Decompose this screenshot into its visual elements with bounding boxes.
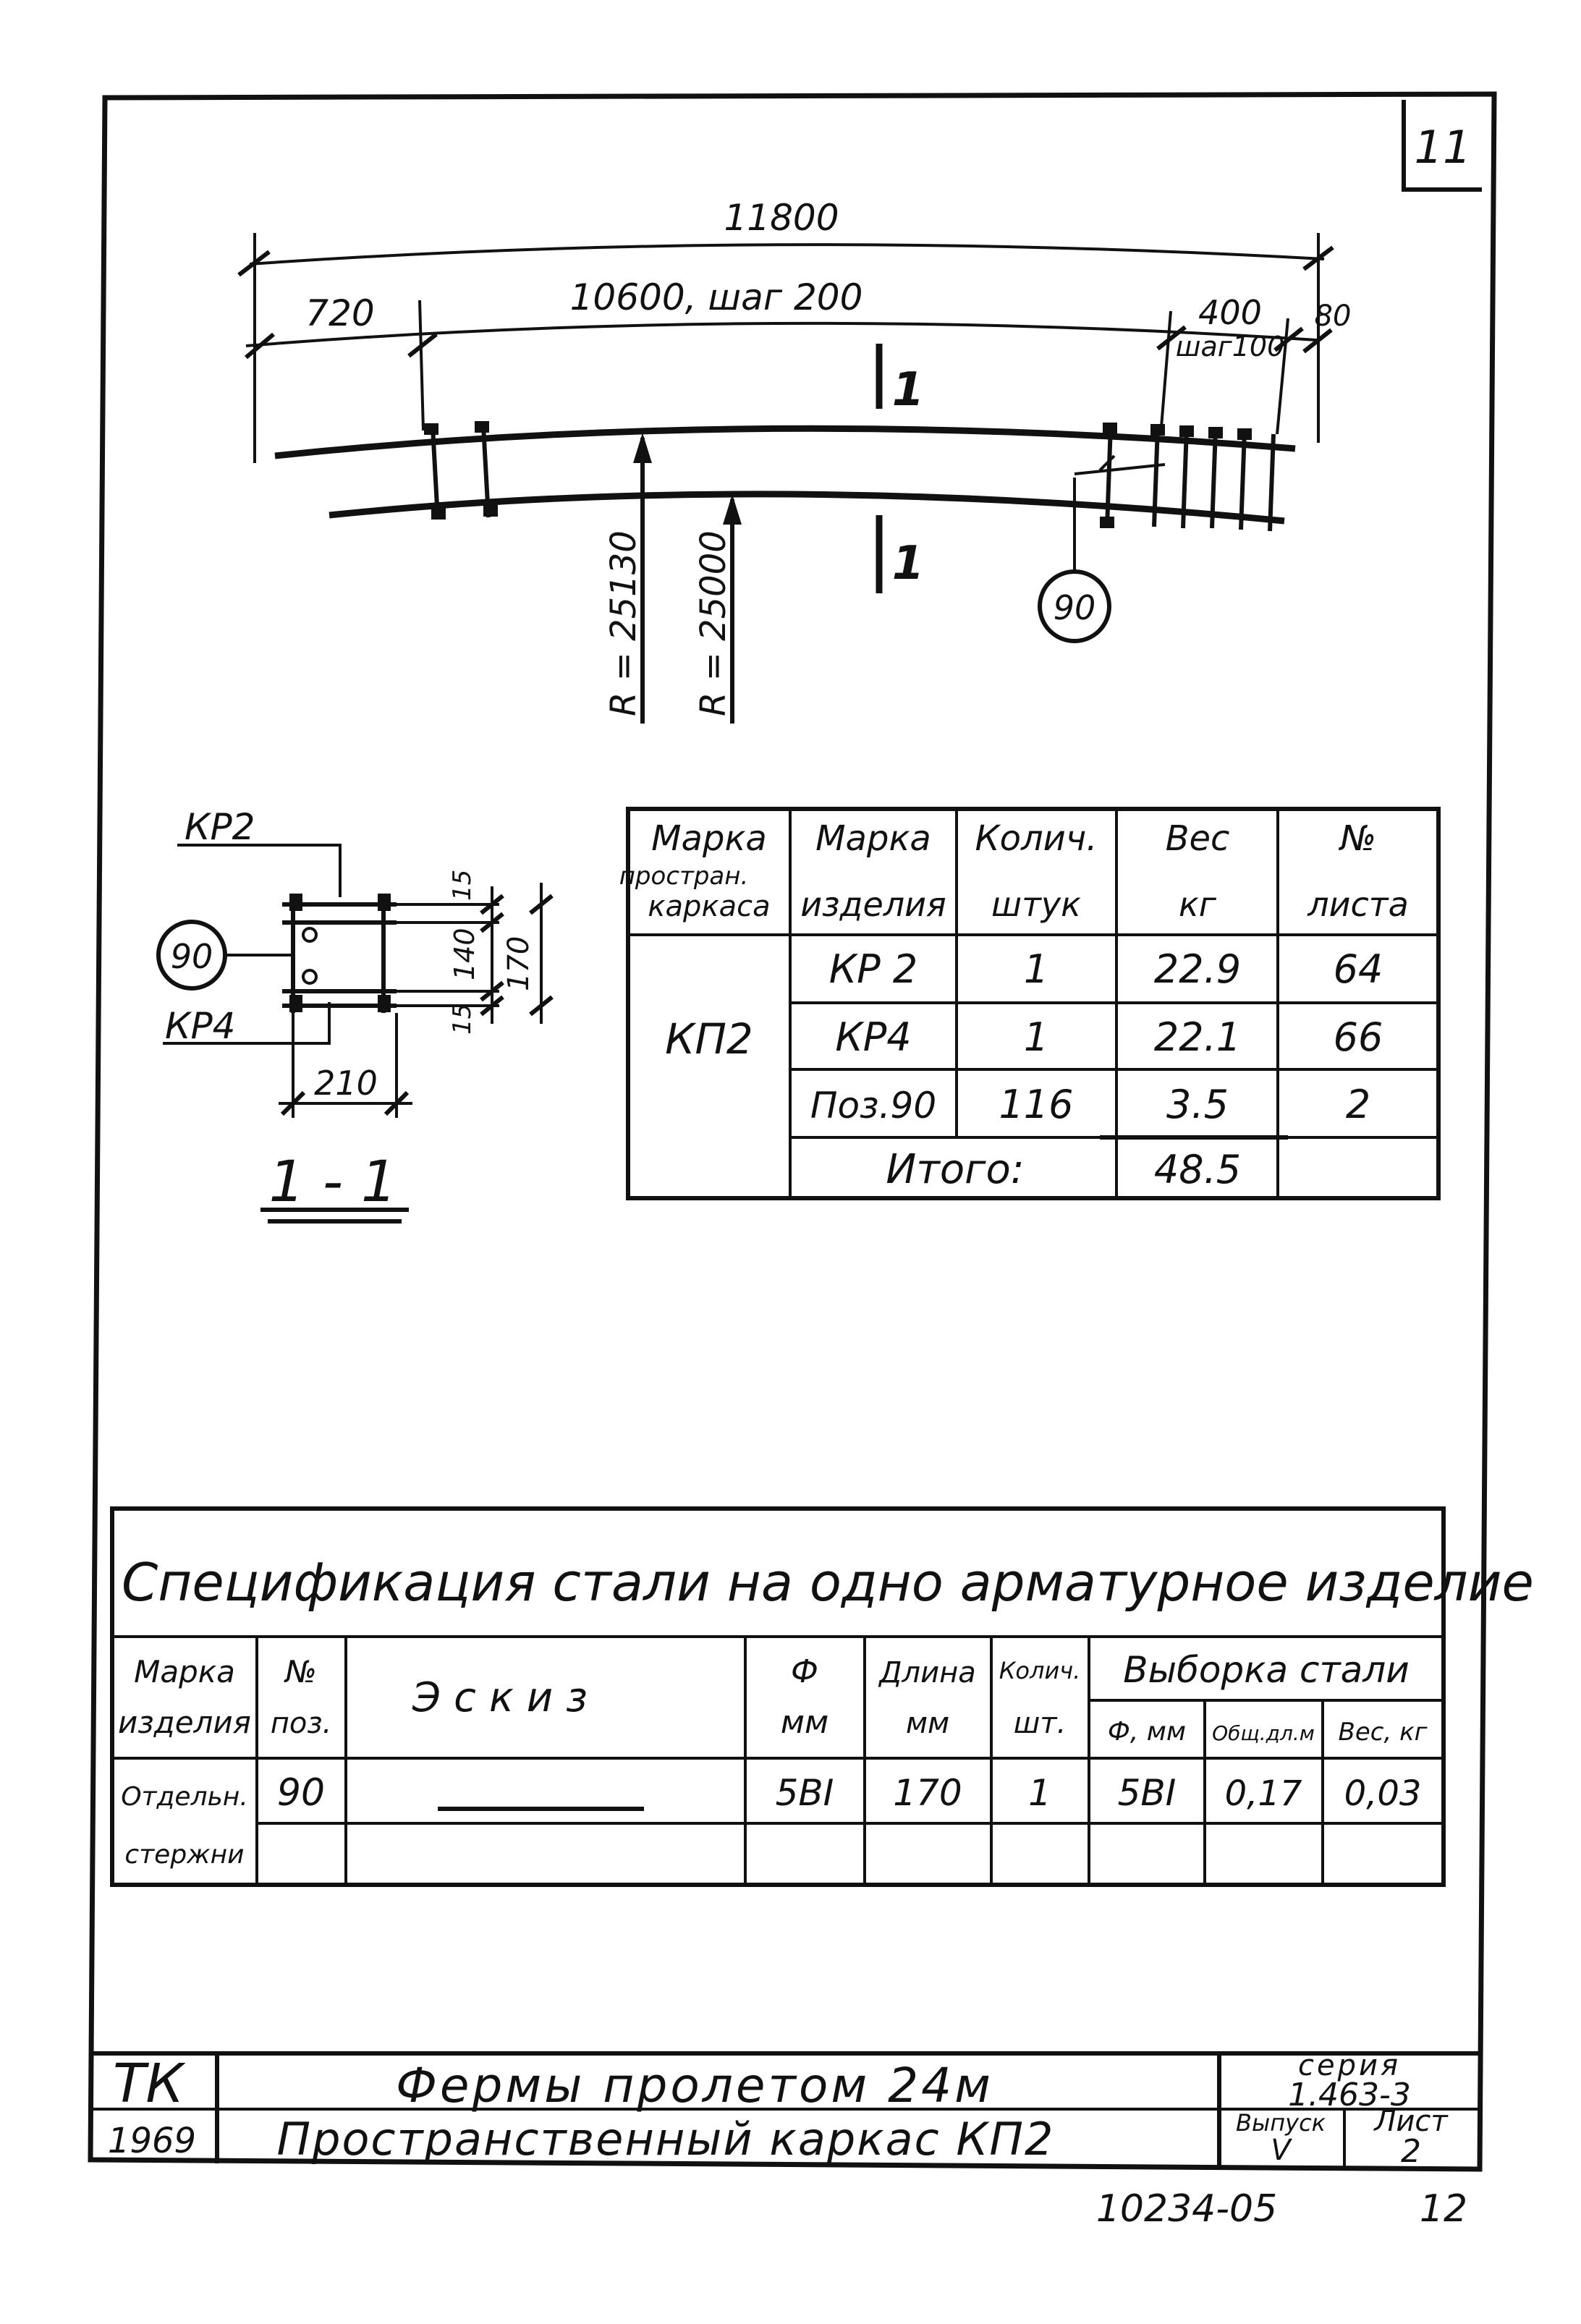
dim-left: 720 [305, 292, 375, 334]
frame-mark: КП2 [665, 1014, 753, 1064]
section-title: 1 - 1 [268, 1150, 397, 1215]
spec-hdr-sel-total: Общ.дл.м [1212, 1721, 1315, 1745]
row3-qty: 116 [999, 1082, 1074, 1127]
spec-hdr-length-1: Длина [879, 1656, 976, 1689]
dim-end: 80 [1314, 300, 1352, 333]
dim-right: 400 [1198, 293, 1262, 332]
corner-number-box [1404, 100, 1482, 190]
spec-hdr-pos-2: поз. [270, 1707, 332, 1740]
dim-140: 140 [449, 928, 480, 980]
section-label-top: КР2 [185, 806, 255, 848]
title-line-2: Пространственный каркас КП2 [276, 2113, 1055, 2166]
dim-15-bottom: 15 [448, 1003, 477, 1035]
hdr-mark-frame-2: простран. [619, 862, 749, 891]
spec-hdr-mark-2: изделия [118, 1705, 251, 1740]
sheet-frame [90, 94, 1494, 2169]
hdr-qty-1: Колич. [975, 818, 1098, 859]
spec-row-mark-2: стержни [124, 1840, 245, 1870]
spec-hdr-count-1: Колич. [999, 1657, 1081, 1684]
spec-hdr-sketch: Эскиз [412, 1674, 601, 1721]
sheet-label: Лист [1374, 2105, 1448, 2138]
plan-view [239, 197, 1351, 724]
spec-row-sel-weight: 0,03 [1344, 1773, 1422, 1814]
bottom-code: 10234-05 [1095, 2187, 1278, 2231]
spec-row-count: 1 [1028, 1772, 1051, 1814]
row1-item: КР 2 [828, 946, 918, 992]
spec-row-sel-dia: 5BI [1117, 1772, 1177, 1814]
spec-row-pos: 90 [276, 1771, 326, 1815]
dim-210: 210 [314, 1064, 378, 1103]
plan-callout: 90 [1053, 588, 1096, 627]
row1-weight: 22.9 [1153, 946, 1242, 992]
dim-mid: 10600, шаг 200 [569, 276, 863, 318]
hdr-mark-item-2: изделия [800, 885, 946, 924]
spec-hdr-sel-dia: Ф, мм [1107, 1717, 1187, 1747]
series-label: серия [1297, 2049, 1402, 2082]
spec-title: Спецификация стали на одно арматурное изделие [122, 1552, 1534, 1613]
section-callout: 90 [170, 937, 213, 976]
row1-sheet: 64 [1333, 946, 1383, 992]
hdr-weight-1: Вес [1165, 818, 1230, 859]
spec-row-dia: 5BI [775, 1772, 834, 1814]
spec-hdr-dia-2: мм [780, 1704, 829, 1741]
row1-qty: 1 [1023, 946, 1049, 992]
spec-hdr-dia-1: Ф [791, 1653, 818, 1690]
spec-hdr-mark-1: Марка [134, 1654, 235, 1689]
issue-label: Выпуск [1236, 2109, 1326, 2137]
hdr-sheet-2: листа [1307, 885, 1409, 924]
section-mark-bottom: 1 [891, 537, 925, 590]
hdr-sheet-1: № [1340, 818, 1376, 859]
frame-table [619, 809, 1438, 1198]
row2-weight: 22.1 [1153, 1014, 1242, 1060]
section-mark-top: 1 [891, 363, 925, 417]
hdr-weight-2: кг [1179, 885, 1216, 924]
dim-total: 11800 [724, 197, 839, 239]
dim-15-top: 15 [448, 869, 477, 901]
row2-sheet: 66 [1333, 1014, 1383, 1060]
total-label: Итого: [886, 1146, 1025, 1193]
org: ТК [113, 2053, 184, 2115]
year: 1969 [107, 2121, 197, 2161]
radius-outer: R = 25130 [603, 530, 644, 716]
corner-number: 11 [1414, 121, 1472, 174]
section-view [158, 806, 552, 1221]
spec-hdr-sel-weight: Вес, кг [1338, 1718, 1428, 1747]
row2-qty: 1 [1023, 1014, 1049, 1060]
hdr-mark-frame-3: каркаса [648, 890, 771, 923]
sheet-value: 2 [1401, 2133, 1421, 2170]
title-block [90, 2049, 1480, 2170]
bottom-page: 12 [1419, 2187, 1468, 2231]
spec-hdr-pos-1: № [285, 1654, 317, 1689]
spec-hdr-count-2: шт. [1013, 1707, 1067, 1740]
row3-weight: 3.5 [1166, 1082, 1229, 1127]
spec-table [112, 1509, 1534, 1885]
title-line-1: Фермы пролетом 24м [396, 2058, 993, 2113]
dim-170: 170 [502, 936, 535, 991]
spec-row-mark-1: Отдельн. [121, 1782, 248, 1812]
spec-row-sel-total: 0,17 [1224, 1773, 1302, 1814]
section-label-bottom: КР4 [165, 1005, 236, 1047]
total-weight: 48.5 [1153, 1147, 1242, 1192]
radius-inner: R = 25000 [693, 530, 734, 716]
spec-row-length: 170 [893, 1772, 962, 1814]
hdr-mark-item-1: Марка [815, 818, 931, 859]
hdr-mark-frame-1: Марка [651, 818, 767, 859]
row3-sheet: 2 [1345, 1082, 1371, 1127]
hdr-qty-2: штук [991, 885, 1081, 924]
row3-item: Поз.90 [810, 1085, 937, 1127]
row2-item: КР4 [835, 1014, 912, 1060]
dim-right-step: шаг100 [1175, 331, 1285, 362]
spec-hdr-length-2: мм [905, 1707, 950, 1740]
series-value: 1.463-3 [1288, 2077, 1411, 2113]
spec-hdr-selection: Выборка стали [1123, 1649, 1410, 1691]
issue-value: V [1271, 2134, 1291, 2167]
